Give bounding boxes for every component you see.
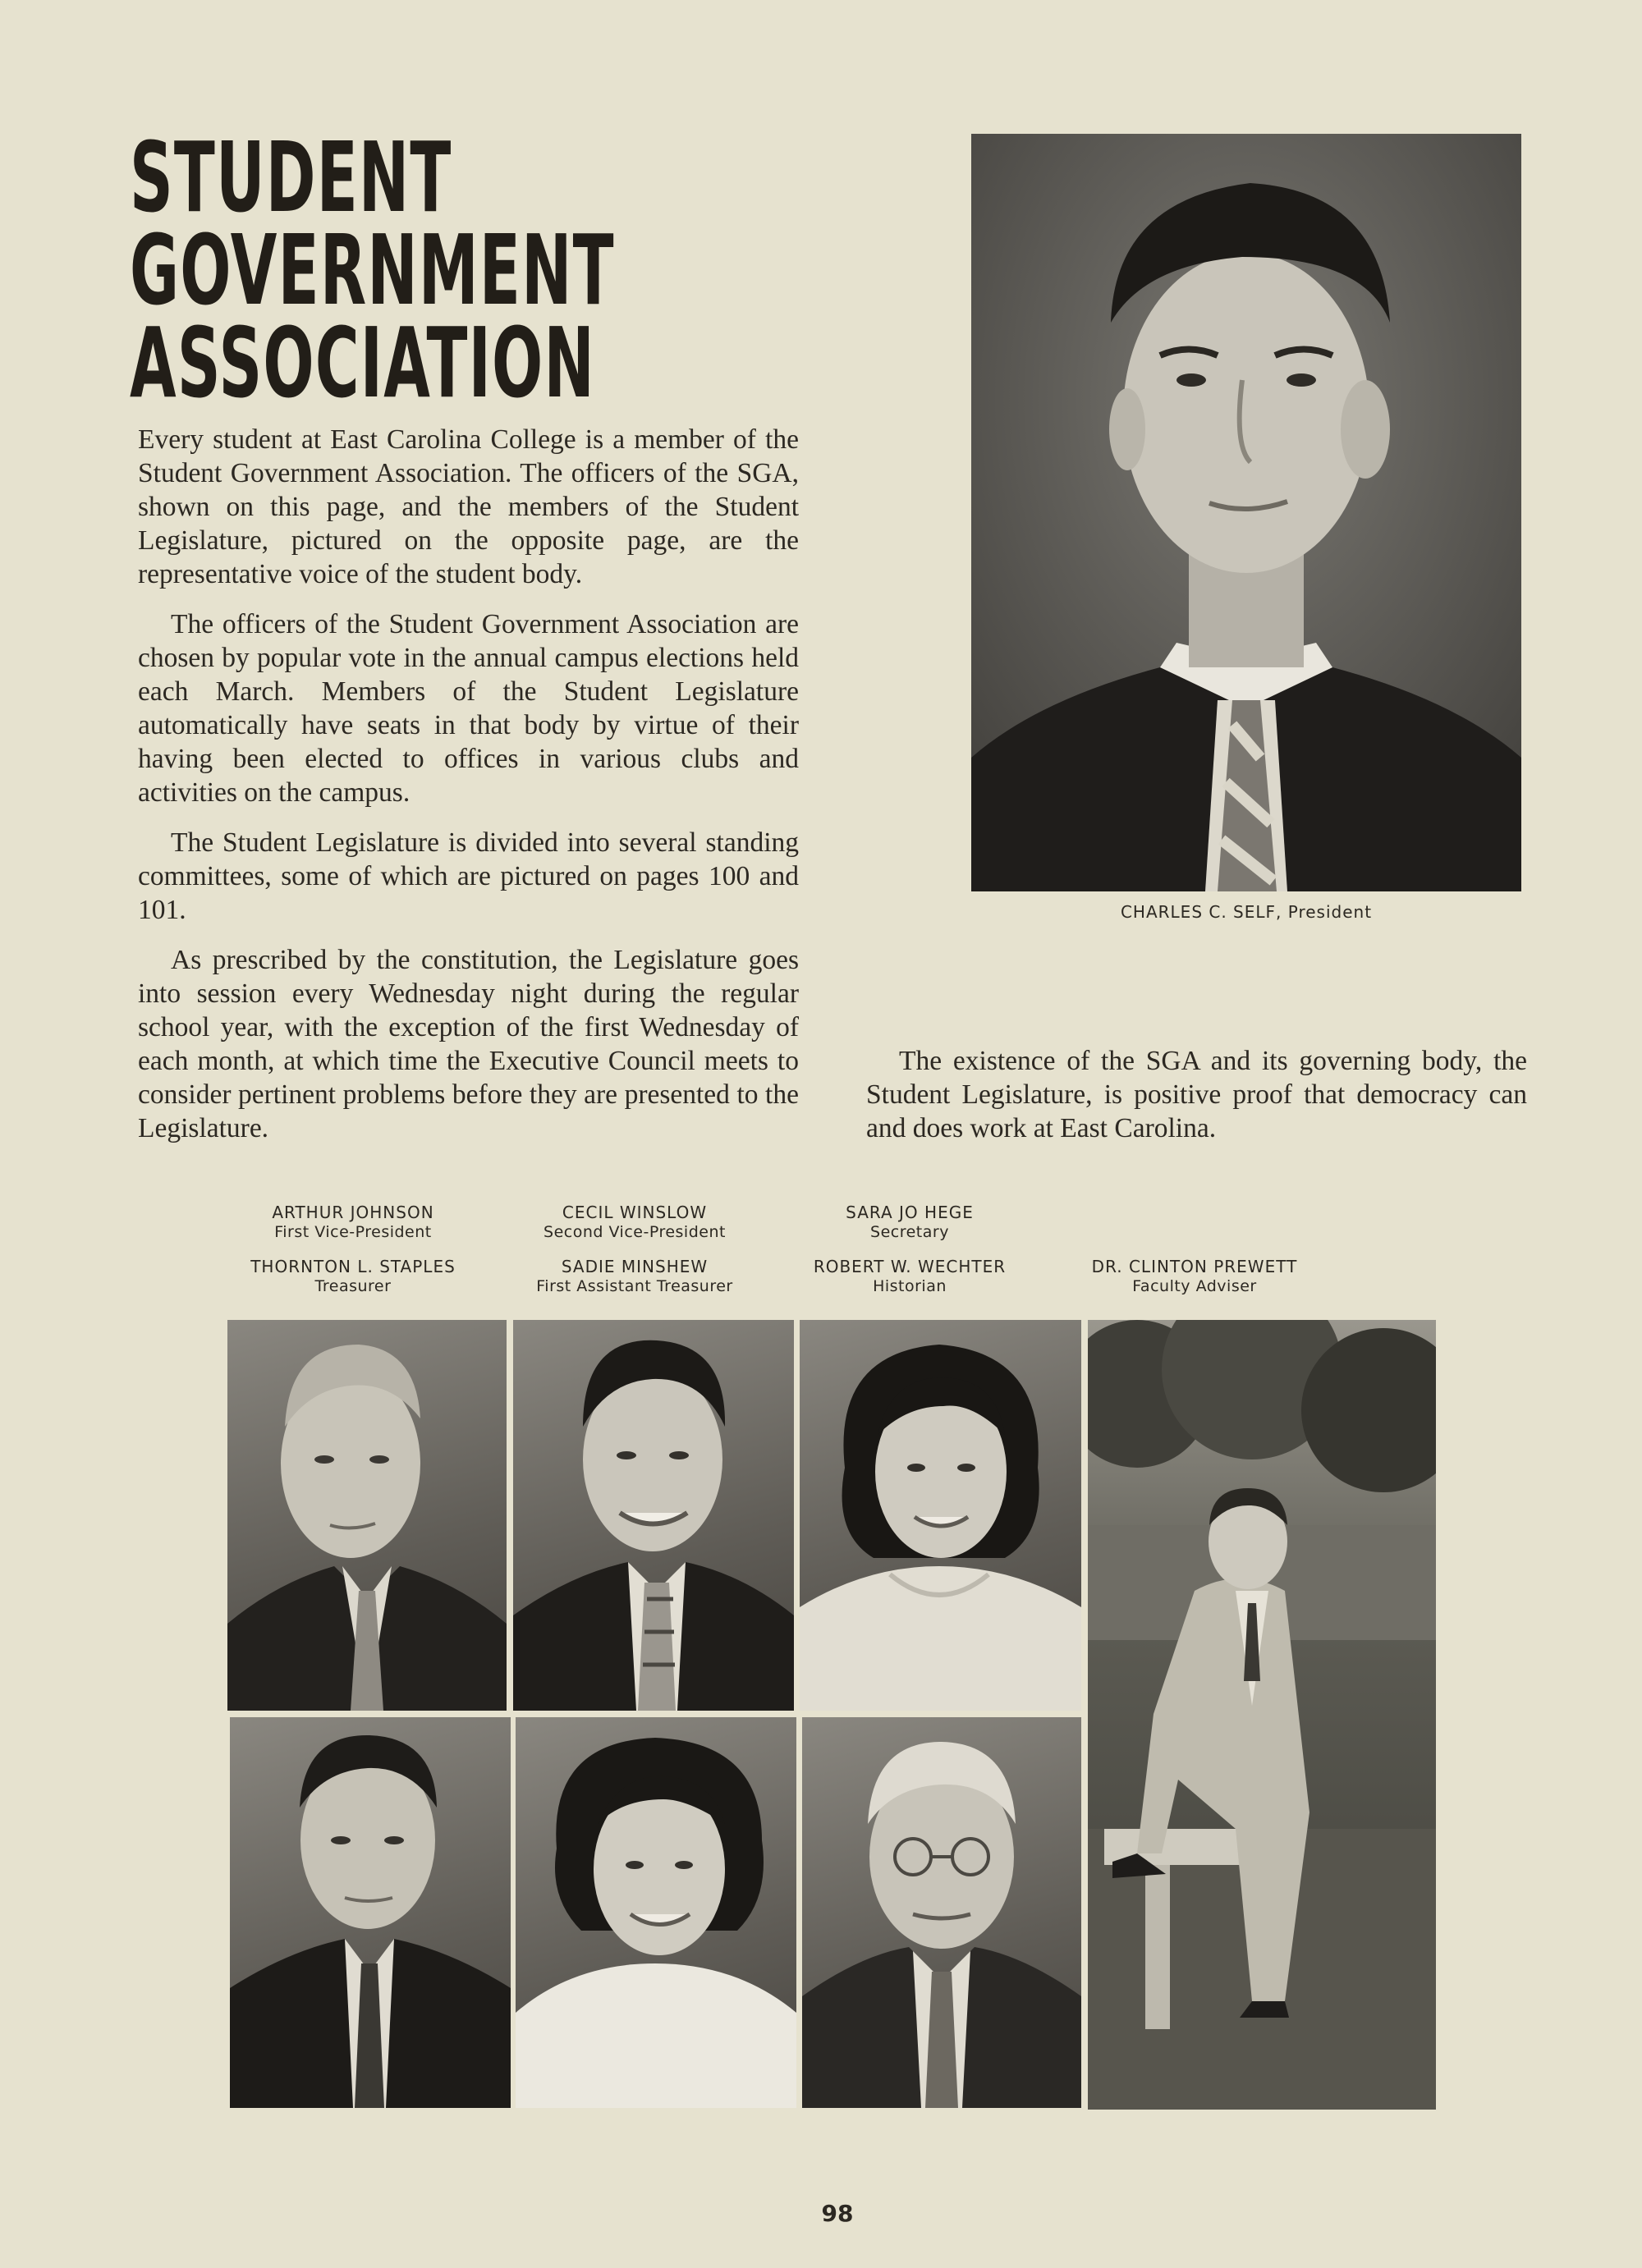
officer-role: First Vice-President xyxy=(274,1223,432,1241)
caption-historian xyxy=(778,1257,1041,1296)
officer-role: Second Vice-President xyxy=(544,1223,726,1241)
president-role: President xyxy=(1287,902,1373,922)
portrait-illustration xyxy=(516,1717,796,2108)
officer-role: Treasurer xyxy=(314,1277,392,1295)
photo-treasurer xyxy=(230,1717,511,2108)
officer-name: CECIL WINSLOW xyxy=(562,1203,708,1222)
portrait-illustration xyxy=(800,1320,1081,1711)
photo-vice-president-1 xyxy=(227,1320,507,1711)
president-name: CHARLES C. SELF xyxy=(1120,902,1277,922)
paragraph: As prescribed by the constitution, the Legislature goes into session every Wednesday night during the regular school year, with the exception of the first Wednesday of each month, at which time the Executive Council meets to consider pertinent problems before they are presented to the Legislature. xyxy=(138,945,799,1143)
officer-role: Faculty Adviser xyxy=(1132,1277,1257,1295)
page-title xyxy=(130,121,615,419)
photo-historian xyxy=(802,1717,1081,2108)
caption-vice-president-2 xyxy=(503,1203,766,1242)
photo-vice-president-2 xyxy=(513,1320,794,1711)
president-caption: CHARLES C. SELF, President xyxy=(1120,902,1373,922)
paragraph: The Student Legislature is divided into several standing committees, some of which are pictured on pages 100 and 101. xyxy=(138,827,799,925)
caption-treasurer xyxy=(222,1257,484,1296)
officer-name: SADIE MINSHEW xyxy=(561,1257,709,1276)
portrait-illustration xyxy=(1088,1320,1436,2110)
officer-name: SARA JO HEGE xyxy=(846,1203,974,1222)
officer-name: ARTHUR JOHNSON xyxy=(272,1203,434,1222)
photo-secretary xyxy=(800,1320,1081,1711)
portrait-illustration xyxy=(971,134,1521,891)
president-photo xyxy=(971,134,1521,891)
officer-role: Historian xyxy=(873,1277,947,1295)
officer-name: ROBERT W. WECHTER xyxy=(813,1257,1007,1276)
caption-vice-president-1 xyxy=(222,1203,484,1242)
paragraph: Every student at East Carolina College is a member of the Student Government Association. The officers of the SGA, shown on this page, and the members of the Student Legislature, pictured on the opposite page, are the representative voice of the student body. xyxy=(138,424,799,589)
closing-paragraph: The existence of the SGA and its governing body, the Student Legislature, is positive proof that democracy can and does work at East Carolina. xyxy=(866,1046,1527,1143)
officer-photo-grid xyxy=(227,1320,1436,2110)
caption-assistant-treasurer xyxy=(503,1257,766,1296)
photo-assistant-treasurer xyxy=(516,1717,796,2108)
portrait-illustration xyxy=(802,1717,1081,2108)
photo-faculty-adviser xyxy=(1088,1320,1436,2110)
body-text xyxy=(138,423,799,1161)
title-line: ASSOCIATION xyxy=(130,306,595,419)
paragraph: The officers of the Student Government Association are chosen by popular vote in the annual campus elections held each March. Members of the Student Legislature automatically have seats in that body by virtue of their having been elected to offices in various clubs and activities on the campus. xyxy=(138,609,799,808)
officer-name: DR. CLINTON PREWETT xyxy=(1091,1257,1298,1276)
caption-secretary xyxy=(778,1203,1041,1242)
officer-role: First Assistant Treasurer xyxy=(536,1277,733,1295)
title-line: STUDENT xyxy=(130,121,452,234)
officer-role: Secretary xyxy=(870,1223,949,1241)
page-number: 98 xyxy=(821,2200,854,2227)
portrait-illustration xyxy=(513,1320,794,1711)
portrait-illustration xyxy=(227,1320,507,1711)
portrait-illustration xyxy=(230,1717,511,2108)
title-line: GOVERNMENT xyxy=(130,213,615,327)
officer-name: THORNTON L. STAPLES xyxy=(250,1257,456,1276)
caption-faculty-adviser xyxy=(1063,1257,1326,1296)
